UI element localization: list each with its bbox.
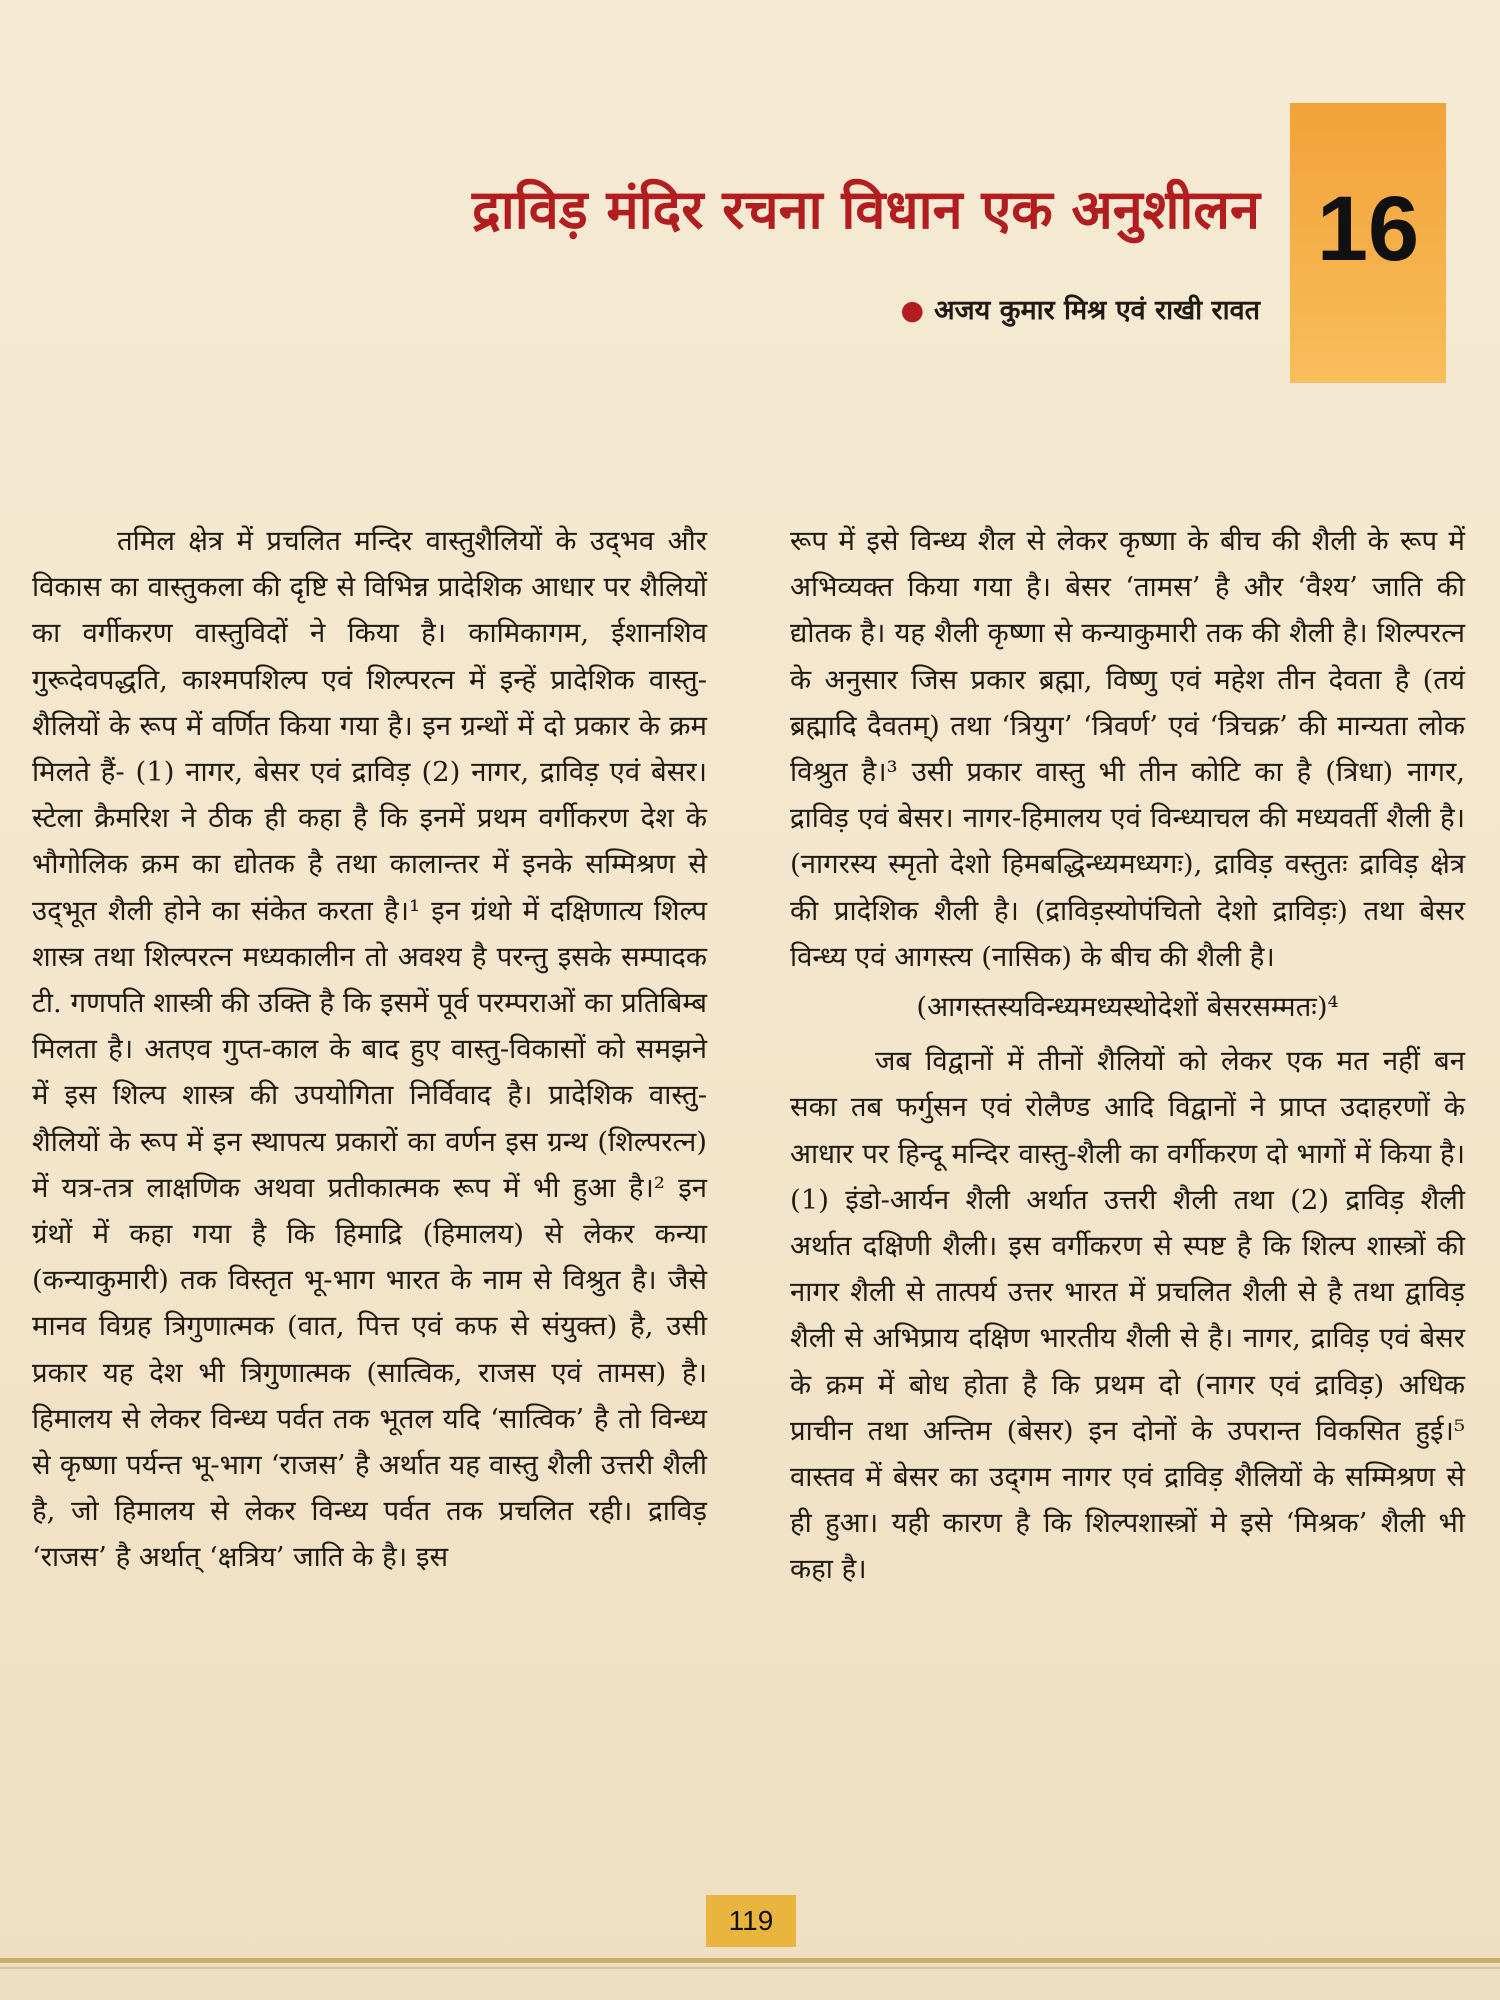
page-number: 119 bbox=[706, 1895, 796, 1947]
author-names: अजय कुमार मिश्र एवं राखी रावत bbox=[934, 295, 1260, 326]
left-column bbox=[32, 518, 707, 1581]
right-paragraph-2: जब विद्वानों में तीनों शैलियों को लेकर एक मत नहीं बन सका तब फर्गुसन एवं रोलैण्ड आदि विद्वानों ने प्राप्त उदाहरणों के आधार पर हिन्दू मन्दिर वास्तु-शैली का वर्गीकरण दो भागों में किया है। (1) इंडो-आर्यन शैली अर्थात उत्तरी शैली तथा (2) द्राविड़ शैली अर्थात दक्षिणी शैली। इस वर्गीकरण से स्पष्ट है कि शिल्प शास्त्रों की नागर शैली से तात्पर्य उत्तर भारत में प्रचलित शैली से है तथा द्वाविड़ शैली से अभिप्राय दक्षिण भारतीय शैली से है। नागर, द्राविड़ एवं बेसर के क्रम में बोध होता है कि प्रथम दो (नागर एवं द्राविड़) अधिक प्राचीन तथा अन्तिम (बेसर) इन दोनों के उपरान्त विकसित हुई।⁵ वास्तव में बेसर का उद्‌गम नागर एवं द्राविड़ शैलियों के सम्मिश्रण से ही हुआ। यही कारण है कि शिल्पशास्त्रों मे इसे ‘मिश्रक’ शैली भी कहा है। bbox=[790, 1045, 1465, 1586]
right-column bbox=[790, 518, 1465, 1593]
right-paragraph-1: रूप में इसे विन्ध्य शैल से लेकर कृष्णा के बीच की शैली के रूप में अभिव्यक्त किया गया है। बेसर ‘तामस’ है और ‘वैश्य’ जाति की द्योतक है। यह शैली कृष्णा से कन्याकुमारी तक की शैली है। शिल्परत्न के अनुसार जिस प्रकार ब्रह्मा, विष्णु एवं महेश तीन देवता है (तयं ब्रह्मादि दैवतम्) तथा ‘त्रियुग’ ‘त्रिवर्ण’ एवं ‘त्रिचक्र’ की मान्यता लोक विश्रुत है।³ उसी प्रकार वास्तु भी तीन कोटि का है (त्रिधा) नागर, द्राविड़ एवं बेसर। नागर-हिमालय एवं विन्ध्याचल की मध्यवर्ती शैली है। (नागरस्य स्मृतो देशो हिमबद्धिन्ध्यमध्यगः), द्राविड़ वस्तुतः द्राविड़ क्षेत्र की प्रादेशिक शैली है। (द्राविड़स्योपंचितो देशो द्राविड़ः) तथा बेसर विन्ध्य एवं आगस्त्य (नासिक) के बीच की शैली है। bbox=[790, 525, 1465, 973]
left-paragraph: तमिल क्षेत्र में प्रचलित मन्दिर वास्तुशैलियों के उद्‌भव और विकास का वास्तुकला की दृष्टि से विभिन्न प्रादेशिक आधार पर शैलियों का वर्गीकरण वास्तुविदों ने किया है। कामिकागम, ईशानशिव गुरूदेवपद्धति, काश्मपशिल्प एवं शिल्परत्न में इन्हें प्रादेशिक वास्तु- शैलियों के रूप में वर्णित किया गया है। इन ग्रन्थों में दो प्रकार के क्रम मिलते हैं- (1) नागर, बेसर एवं द्राविड़ (2) नागर, द्राविड़ एवं बेसर। स्टेला क्रैमरिश ने ठीक ही कहा है कि इनमें प्रथम वर्गीकरण देश के भौगोलिक क्रम का द्योतक है तथा कालान्तर में इनके सम्मिश्रण से उद्‌भूत शैली होने का संकेत करता है।¹ इन ग्रंथो में दक्षिणात्य शिल्प शास्त्र तथा शिल्परत्न मध्यकालीन तो अवश्य है परन्तु इसके सम्पादक टी. गणपति शास्त्री की उक्ति है कि इसमें पूर्व परम्पराओं का प्रतिबिम्ब मिलता है। अतएव गुप्त-काल के बाद हुए वास्तु-विकासों को समझने में इस शिल्प शास्त्र की उपयोगिता निर्विवाद है। प्रादेशिक वास्तु-शैलियों के रूप में इन स्थापत्य प्रकारों का वर्णन इस ग्रन्थ (शिल्परत्न) में यत्र-तत्र लाक्षणिक अथवा प्रतीकात्मक रूप में भी हुआ है।² इन ग्रंथों में कहा गया है कि हिमाद्रि (हिमालय) से लेकर कन्या (कन्याकुमारी) तक विस्तृत भू-भाग भारत के नाम से विश्रुत है। जैसे मानव विग्रह त्रिगुणात्मक (वात, पित्त एवं कफ से संयुक्त) है, उसी प्रकार यह देश भी त्रिगुणात्मक (सात्विक, राजस एवं तामस) है। हिमालय से लेकर विन्ध्य पर्वत तक भूतल यदि ‘सात्विक’ है तो विन्ध्य से कृष्णा पर्यन्त भू-भाग ‘राजस’ है अर्थात यह वास्तु शैली उत्तरी शैली है, जो हिमालय से लेकर विन्ध्य पर्वत तक प्रचलित रही। द्राविड़ ‘राजस’ है अर्थात्‌ ‘क्षत्रिय’ जाति के है। इस bbox=[32, 525, 707, 1574]
sanskrit-quote: (आगस्तस्यविन्ध्यमध्यस्थोदेशों बेसरसम्मतः)⁴ bbox=[916, 991, 1339, 1024]
author-line bbox=[700, 290, 1260, 327]
chapter-number-box bbox=[1290, 103, 1446, 383]
chapter-number: 16 bbox=[1316, 178, 1420, 280]
chapter-title: द्राविड़ मंदिर रचना विधान एक अनुशीलन bbox=[472, 177, 1260, 241]
footer-rule-thin bbox=[0, 1967, 1500, 1969]
bullet-dot-icon: ● bbox=[900, 295, 924, 326]
footer-rule bbox=[0, 1958, 1500, 1963]
